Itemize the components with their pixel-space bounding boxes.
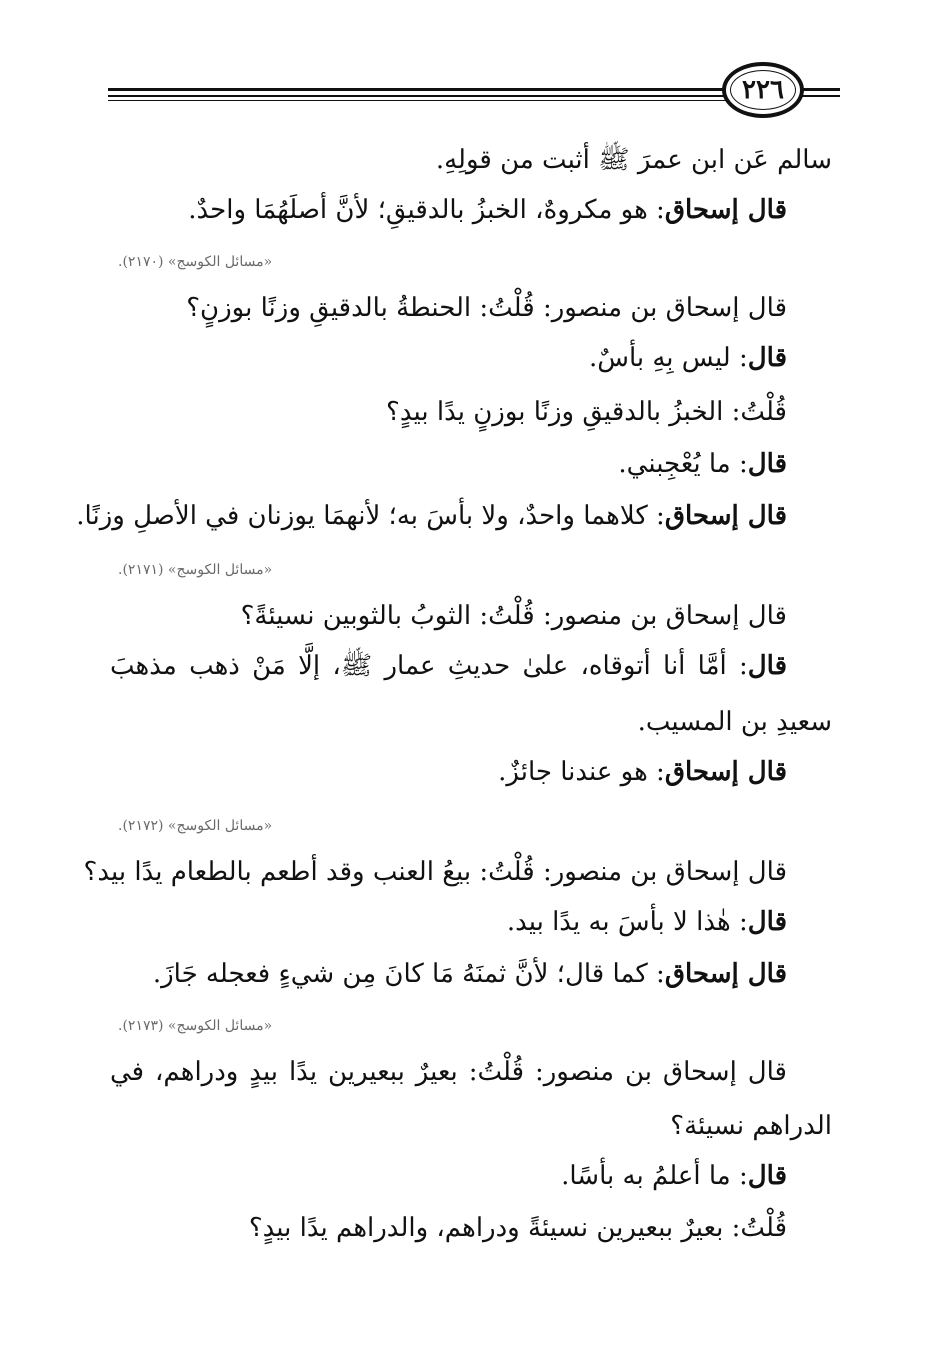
reference-note: «مسائل الكوسج» (٢١٧٠). xyxy=(118,254,273,270)
text-line: قال: ما أعلمُ به بأسًا. xyxy=(561,1161,787,1191)
text-line: قال إسحاق: هو عندنا جائزٌ. xyxy=(498,757,787,787)
text-line: قال إسحاق: هو مكروهٌ، الخبزُ بالدقيقِ؛ لأنَّ أصلَهُمَا واحدٌ. xyxy=(188,195,787,225)
text-line: الدراهم نسيئة؟ xyxy=(670,1111,832,1141)
text-line: قال: هٰذا لا بأسَ به يدًا بيد. xyxy=(506,907,787,937)
text-line: قال: ليس بِهِ بأسٌ. xyxy=(588,343,787,373)
text-line: قال إسحاق بن منصور: قُلْتُ: بيعُ العنب وقد أطعم بالطعام يدًا بيد؟ xyxy=(83,857,787,887)
text-line: قال إسحاق بن منصور: قُلْتُ: الثوبُ بالثوبين نسيئةً؟ xyxy=(240,601,787,631)
text-line: قال: ما يُعْجِبني. xyxy=(618,449,787,479)
header-rule-right xyxy=(800,95,840,97)
reference-note: «مسائل الكوسج» (٢١٧٢). xyxy=(118,818,273,834)
text-line: سعيدِ بن المسيب. xyxy=(637,707,832,737)
text-line: سالم عَن ابن عمرَ ﷺ أثبت من قولِهِ. xyxy=(435,145,832,175)
text-line: قال إسحاق بن منصور: قُلْتُ: الحنطةُ بالدقيقِ وزنًا بوزنٍ؟ xyxy=(186,293,787,323)
text-line: قال إسحاق: كلاهما واحدٌ، ولا بأسَ به؛ لأنهمَا يوزنان في الأصلِ وزنًا. xyxy=(76,501,787,531)
header-rule xyxy=(108,100,728,101)
text-line: قُلْتُ: بعيرٌ ببعيرين نسيئةً ودراهم، والدراهم يدًا بيدٍ؟ xyxy=(248,1213,787,1243)
page-number: ٢٢٦ xyxy=(722,62,804,118)
reference-note: «مسائل الكوسج» (٢١٧٣). xyxy=(118,1018,273,1034)
page-header xyxy=(0,0,952,140)
text-line: قال: أمَّا أنا أتوقاه، علىٰ حديثِ عمار ﷺ، إلَّا مَنْ ذهب مذهبَ xyxy=(110,651,787,681)
text-line: قال إسحاق بن منصور: قُلْتُ: بعيرٌ ببعيرين يدًا بيدٍ ودراهم، في xyxy=(110,1057,787,1087)
text-line: قُلْتُ: الخبزُ بالدقيقِ وزنًا بوزنٍ يدًا بيدٍ؟ xyxy=(386,397,787,427)
reference-note: «مسائل الكوسج» (٢١٧١). xyxy=(118,562,273,578)
header-rule xyxy=(108,88,728,91)
header-rule-right xyxy=(800,88,840,91)
header-rule xyxy=(108,95,728,97)
text-line: قال إسحاق: كما قال؛ لأنَّ ثمنَهُ مَا كانَ مِن شيءٍ فعجله جَازَ. xyxy=(152,959,787,989)
